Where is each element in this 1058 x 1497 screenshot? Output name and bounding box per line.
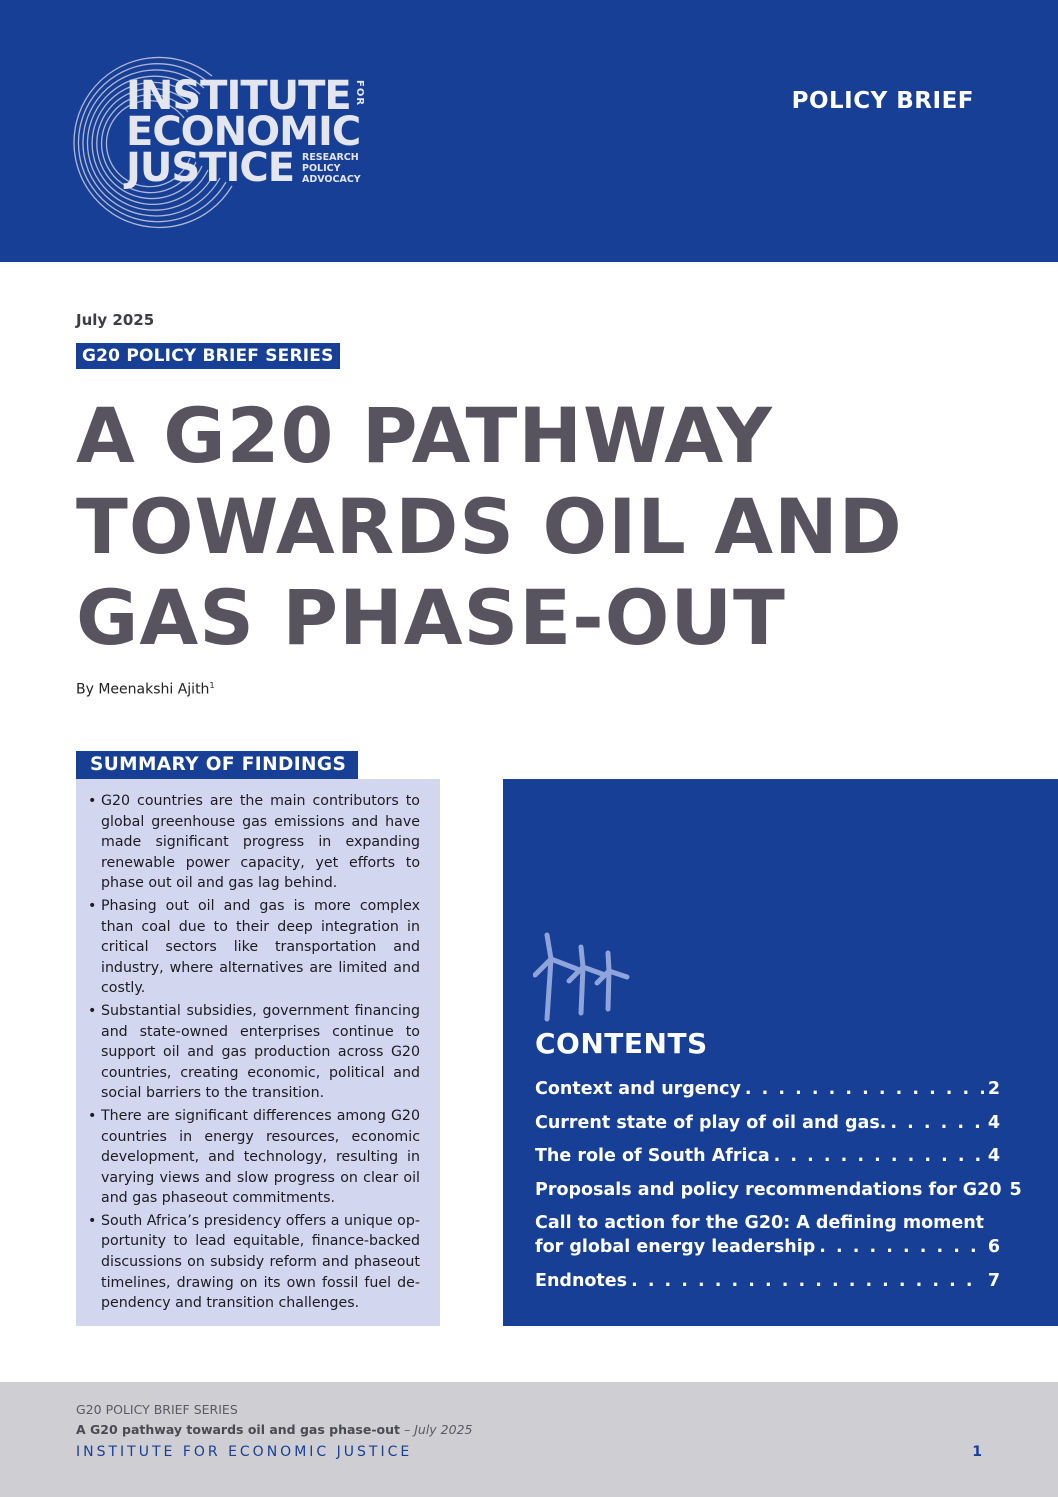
toc-page: 5 [1009,1179,1022,1200]
series-tag: G20 POLICY BRIEF SERIES [76,343,340,369]
logo-line-justice: JUSTICE [126,145,295,191]
toc-item-endnotes[interactable] [535,1269,1000,1294]
toc-page: 7 [987,1270,1000,1291]
footer-org: INSTITUTE FOR ECONOMIC JUSTICE [76,1444,413,1460]
toc-label-line-1: Call to action for the G20: A defining moment [535,1213,985,1233]
iej-logo [62,46,382,236]
toc-page: 6 [987,1237,1000,1257]
toc-label: Endnotes [535,1270,628,1291]
summary-item: • South Africa’s presidency offers a unique opportunity to lead equitable, finance-backed discussions on subsidy reform and phaseout timelines, drawing on its own fossil fuel dependency and transition challenges. [86,1211,420,1314]
toc-label: The role of South Africa [535,1146,770,1166]
summary-list [86,791,420,1314]
publication-date: July 2025 [76,311,155,329]
logo-tag-policy: POLICY [302,163,341,174]
logo-tag-research: RESEARCH [302,152,359,163]
toc-leader [745,1077,984,1102]
toc-leader [819,1235,984,1260]
author-footnote-ref[interactable]: 1 [209,681,215,690]
summary-item: • Substantial subsidies, government financing and state-owned enterprises continue to support oil and gas production across G20 countries, creating economic, political and social barriers to the transition. [86,1001,420,1104]
toc-page: 4 [987,1146,1000,1166]
footer-series: G20 POLICY BRIEF SERIES [76,1402,238,1417]
policy-brief-label: POLICY BRIEF [791,88,974,114]
toc-item-south-africa[interactable] [535,1144,1000,1169]
footer-separator: – [400,1422,415,1437]
footer-title-text: A G20 pathway towards oil and gas phase-out [76,1422,401,1437]
summary-item: • G20 countries are the main contributors to global greenhouse gas emissions and have made significant progress in expanding renewable power capacity, yet efforts to phase out oil and gas lag behind. [86,791,420,894]
title-line-1: A G20 PATHWAY [76,391,773,480]
header-banner [0,0,1058,262]
toc-page: 2 [987,1079,1000,1099]
toc-leader [774,1144,984,1169]
toc-item-call-to-action[interactable] [535,1211,1000,1260]
toc-item-current-state[interactable] [535,1111,1000,1136]
toc-page: 4 [987,1112,1000,1133]
toc-label: Context and urgency [535,1079,741,1099]
title-line-3: GAS PHASE-OUT [76,573,786,662]
logo-line-institute: INSTITUTE [126,73,351,119]
toc-leader [631,1269,984,1294]
table-of-contents [535,1077,1022,1302]
summary-heading: SUMMARY OF FINDINGS [76,751,358,779]
logo-line-economic: ECONOMIC [126,109,361,155]
toc-leader [890,1111,983,1136]
author-byline [76,681,215,698]
toc-label: Current state of play of oil and gas. [535,1112,887,1133]
toc-item-context[interactable] [535,1077,1000,1102]
contents-heading: CONTENTS [535,1027,708,1060]
contents-box [503,779,1058,1326]
toc-label: for global energy leadership [535,1237,816,1257]
summary-item: • There are significant differences among G20 countries in energy resources, economic development, and technology, resulting in varying views and slow progress on clear oil and gas phaseout commitments. [86,1106,420,1209]
logo-tag-advocacy: ADVOCACY [302,174,361,185]
author-name: By Meenakshi Ajith [76,681,210,698]
wind-turbines-icon [533,931,633,1023]
footer-date: July 2025 [414,1422,473,1437]
page-title [76,390,976,663]
summary-item: • Phasing out oil and gas is more complex than coal due to their deep integration in critical sectors like transportation and industry, where alternatives are limited and costly. [86,896,420,999]
footer-title [76,1422,472,1437]
page-number: 1 [972,1444,982,1460]
toc-label: Proposals and policy recommendations for G20 [535,1179,1002,1200]
toc-row-line-2 [535,1235,1000,1260]
toc-item-proposals[interactable] [535,1178,1022,1203]
title-line-2: TOWARDS OIL AND [76,482,903,571]
summary-box [76,779,440,1326]
logo-for: FOR [354,80,365,107]
page-footer [0,1382,1058,1497]
